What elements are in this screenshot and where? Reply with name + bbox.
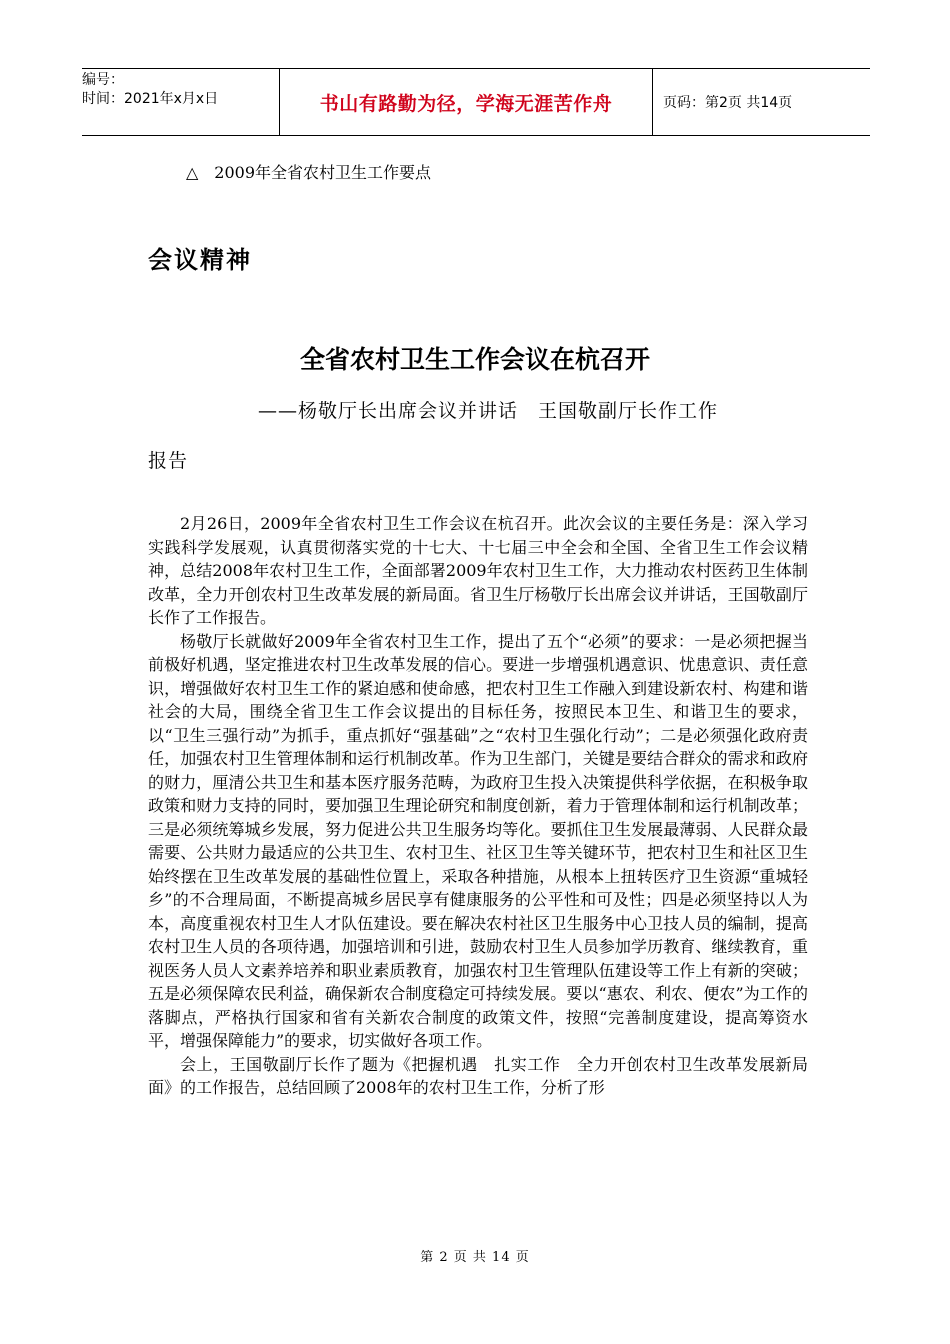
article-title: 全省农村卫生工作会议在杭召开 xyxy=(299,345,650,374)
document-time: 时间：2021年x月x日 xyxy=(82,91,219,107)
article-body xyxy=(148,512,808,1100)
paragraph: 杨敬厅长就做好2009年全省农村卫生工作，提出了五个“必须”的要求：一是必须把握当前极好机遇，坚定推进农村卫生改革发展的信心。要进一步增强机遇意识、忧患意识、责任意识，增强做好农村卫生工作的紧迫感和使命感，把农村卫生工作融入到建设新农村、构建和谐社会的大局，围绕全省卫生工作会议提出的目标任务，按照民本卫生、和谐卫生的要求，以“卫生三强行动”为抓手，重点抓好“强基础”之“农村卫生强化行动”；二是必须强化政府责任，加强农村卫生管理体制和运行机制改革。作为卫生部门，关键是要结合群众的需求和政府的财力，厘清公共卫生和基本医疗服务范畴，为政府卫生投入决策提供科学依据，在积极争取政策和财力支持的同时，要加强卫生理论研究和制度创新，着力于管理体制和运行机制改革；三是必须统筹城乡发展，努力促进公共卫生服务均等化。要抓住卫生发展最薄弱、人民群众最需要、公共财力最适应的公共卫生、农村卫生、社区卫生等关键环节，把农村卫生和社区卫生始终摆在卫生改革发展的基础性位置上，采取各种措施，从根本上扭转医疗卫生资源“重城轻乡”的不合理局面，不断提高城乡居民享有健康服务的公平性和可及性；四是必须坚持以人为本，高度重视农村卫生人才队伍建设。要在解决农村社区卫生服务中心卫技人员的编制，提高农村卫生人员的各项待遇，加强培训和引进，鼓励农村卫生人员参加学历教育、继续教育，重视医务人员人文素养培养和职业素质教育，加强农村卫生管理队伍建设等工作上有新的突破；五是必须保障农民利益，确保新农合制度稳定可持续发展。要以“惠农、利农、便农”为工作的落脚点，严格执行国家和省有关新农合制度的政策文件，按照“完善制度建设，提高筹资水平，增强保障能力”的要求，切实做好各项工作。 xyxy=(148,631,808,1050)
page-header xyxy=(82,68,870,136)
document-number-label: 编号： xyxy=(82,72,124,88)
section-heading: 会议精神 xyxy=(148,246,252,274)
page-footer: 第 2 页 共 14 页 xyxy=(420,1250,530,1265)
toc-entry: △ 2009年全省农村卫生工作要点 xyxy=(186,163,432,182)
header-motto: 书山有路勤为径，学海无涯苦作舟 xyxy=(280,69,653,135)
paragraph: 2月26日，2009年全省农村卫生工作会议在杭召开。此次会议的主要任务是：深入学习实践科学发展观，认真贯彻落实党的十七大、十七届三中全会和全国、全省卫生工作会议精神，总结2008年农村卫生工作，全面部署2009年农村卫生工作，大力推动农村医药卫生体制改革，全力开创农村卫生改革发展的新局面。省卫生厅杨敬厅长出席会议并讲话，王国敬副厅长作了工作报告。 xyxy=(148,514,808,627)
article-subtitle: ——杨敬厅长出席会议并讲话 王国敬副厅长作工作 xyxy=(258,400,719,422)
header-page-info: 页码：第2页 共14页 xyxy=(663,95,793,111)
paragraph: 会上，王国敬副厅长作了题为《把握机遇 扎实工作 全力开创农村卫生改革发展新局面》的工作报告，总结回顾了2008年的农村卫生工作，分析了形 xyxy=(148,1054,808,1097)
article-subtitle-continued: 报告 xyxy=(148,450,189,472)
header-meta xyxy=(82,69,280,135)
